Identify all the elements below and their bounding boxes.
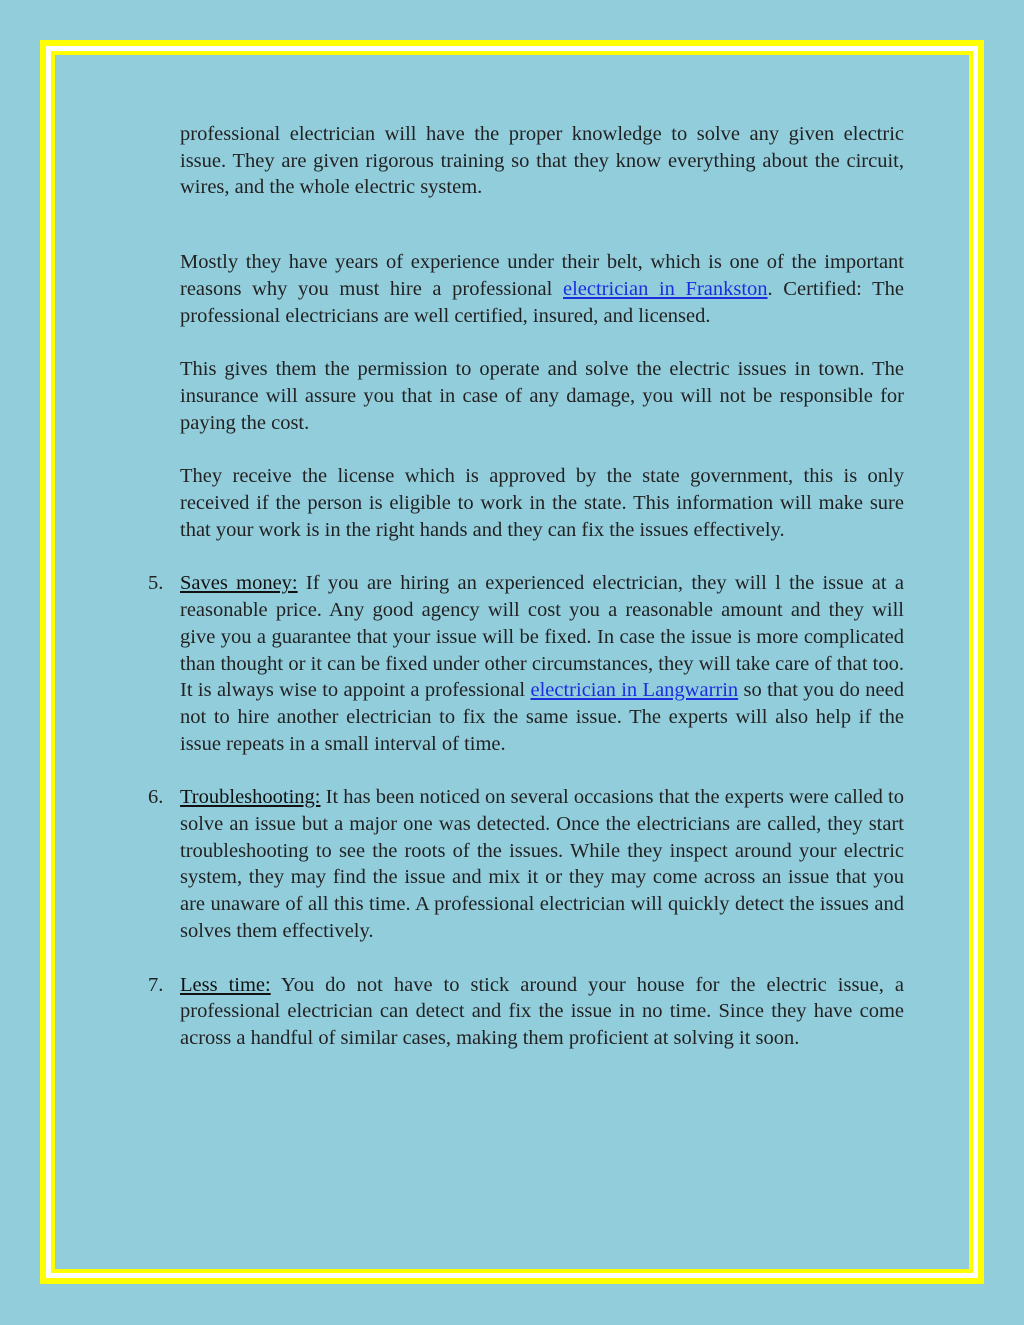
link-electrician-langwarrin[interactable]: electrician in Langwarrin bbox=[530, 679, 739, 702]
list-item-saves-money bbox=[148, 570, 904, 757]
link-electrician-frankston[interactable]: electrician in Frankston bbox=[562, 277, 768, 300]
benefits-list bbox=[148, 570, 904, 1051]
list-term: Saves money: bbox=[180, 572, 298, 595]
paragraph-insurance: This gives them the permission to operate and solve the electric issues in town. The insurance will assure you that in case of any damage, you will not be responsible for paying the cost. bbox=[180, 358, 904, 434]
list-number: 5. bbox=[148, 572, 164, 595]
document-body bbox=[148, 121, 904, 1079]
paragraph-license: They receive the license which is approved by the state government, this is only received if the person is eligible to work in the state. This information will make sure that your work is in the right hands and they can fix the issues effectively. bbox=[180, 465, 904, 541]
paragraph-training: professional electrician will have the proper knowledge to solve any given electric issue. They are given rigorous training so that they know everything about the circuit, wires, and the whole electric system. bbox=[180, 123, 904, 199]
list-term: Troubleshooting: bbox=[180, 786, 321, 809]
paragraph-experience-text: Mostly they have years of experience under their belt, which is one of the important reasons why you must hire a professional bbox=[180, 251, 904, 300]
list-item-text: You do not have to stick around your house for the electric issue, a professional electrician can detect and fix the issue in no time. Since they have come across a handful of similar cases, making them proficient at solving it soon. bbox=[180, 973, 904, 1049]
list-item-less-time bbox=[148, 972, 904, 1052]
list-term: Less time: bbox=[180, 973, 271, 996]
list-item-troubleshooting bbox=[148, 784, 904, 944]
list-item-text: If you are hiring an experienced electrician, they will l the issue at a reasonable price. Any good agency will cost you a reasonable amount and they will give you a guarantee that your issue will be fixed. In case the issue is more complicated than thought or it can be fixed under other circumstances, they will take care of that too. It is always wise to appoint a professional bbox=[180, 572, 904, 702]
paragraph-experience bbox=[180, 249, 904, 329]
list-number: 6. bbox=[148, 786, 164, 809]
list-item-text: It has been noticed on several occasions that the experts were called to solve an issue but a major one was detected. Once the electricians are called, they start troubleshooting to see the roots of the issues. While they inspect around your electric system, they may find the issue and mix it or they may come across an issue that you are unaware of all this time. A professional electrician will quickly detect the issues and solves them effectively. bbox=[180, 786, 904, 942]
paragraph-experience-text-end: . Certified: The professional electricians are well certified, insured, and licensed. bbox=[180, 277, 904, 327]
list-number: 7. bbox=[148, 973, 164, 996]
list-item-text-end: so that you do need not to hire another electrician to fix the same issue. The experts will also help if the issue repeats in a small interval of time. bbox=[180, 679, 904, 755]
